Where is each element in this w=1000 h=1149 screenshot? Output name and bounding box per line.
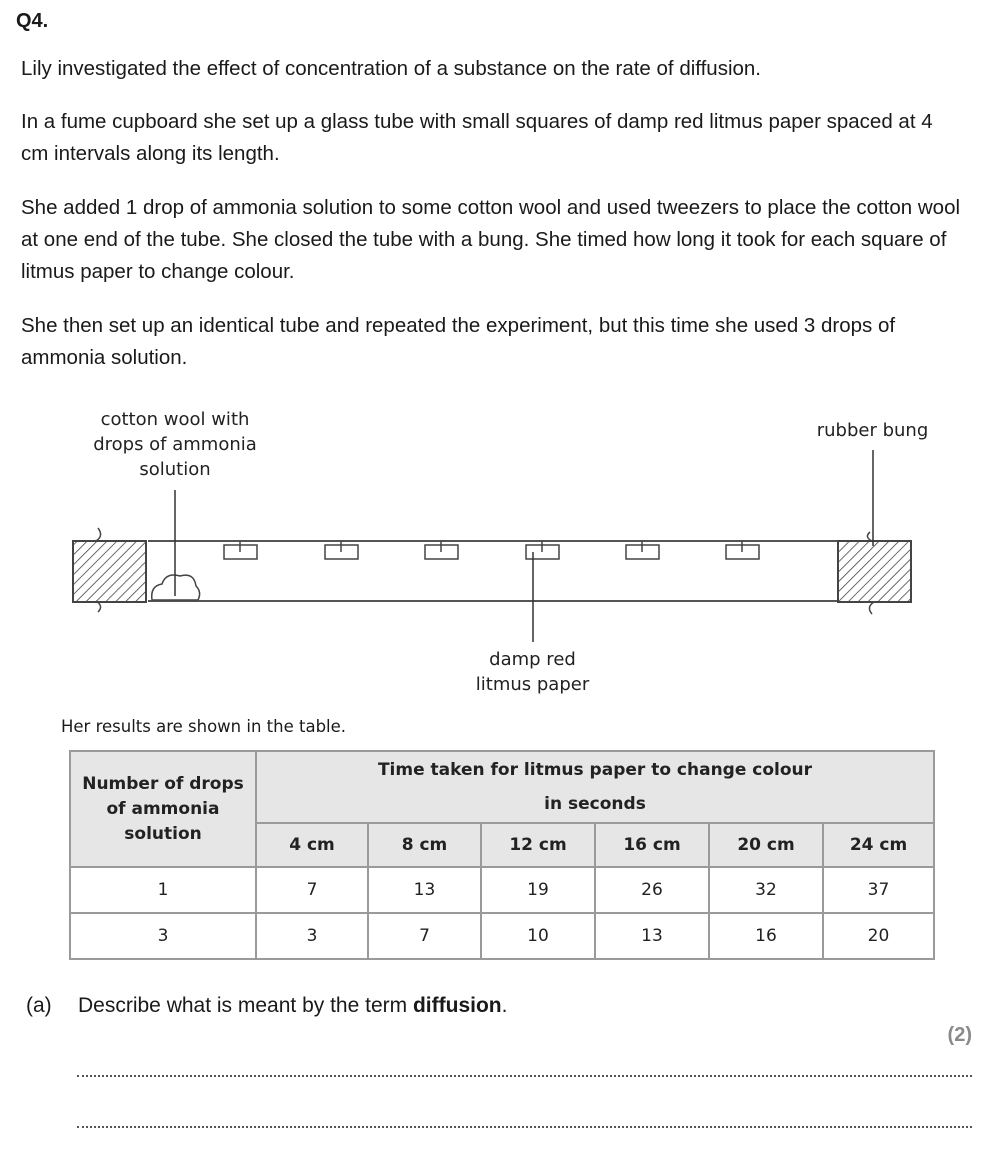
time-cell: 13 — [368, 867, 481, 913]
intro-paragraph: Lily investigated the effect of concentration of a substance on the rate of diffusion. — [21, 57, 762, 80]
distance-header: 16 cm — [595, 823, 709, 867]
cotton-wool-label: cotton wool with drops of ammonia solution — [93, 409, 257, 480]
time-cell: 7 — [368, 913, 481, 959]
table-intro: Her results are shown in the table. — [61, 717, 347, 736]
litmus-paper-label: damp red litmus paper — [475, 649, 590, 695]
time-cell: 20 — [823, 913, 934, 959]
time-cell: 13 — [595, 913, 709, 959]
time-cell: 26 — [595, 867, 709, 913]
marks-badge: (2) — [947, 1024, 972, 1046]
distance-header: 24 cm — [823, 823, 934, 867]
table-row — [70, 913, 934, 959]
distance-header: 12 cm — [481, 823, 595, 867]
part-a-letter: (a) — [26, 994, 52, 1017]
part-a-text: Describe what is meant by the term — [78, 994, 413, 1017]
time-cell: 19 — [481, 867, 595, 913]
time-cell: 7 — [256, 867, 368, 913]
right-bung — [838, 532, 911, 614]
distance-header: 20 cm — [709, 823, 823, 867]
setup-paragraph: In a fume cupboard she set up a glass tube with small squares of damp red litmus paper spaced at 4 cm intervals along its length. — [21, 110, 933, 165]
distance-header: 8 cm — [368, 823, 481, 867]
rubber-bung-label: rubber bung — [816, 420, 929, 441]
time-group-header: Time taken for litmus paper to change colour in seconds — [256, 751, 934, 823]
drops-column-header: Number of drops of ammonia solution — [70, 751, 256, 867]
table-row — [70, 867, 934, 913]
drops-cell: 3 — [70, 913, 256, 959]
litmus-squares — [224, 541, 759, 559]
answer-line[interactable] — [77, 1126, 972, 1128]
time-cell: 37 — [823, 867, 934, 913]
repeat-paragraph: She then set up an identical tube and repeated the experiment, but this time she used 3 drops of ammonia solution. — [21, 314, 896, 369]
time-cell: 32 — [709, 867, 823, 913]
drops-cell: 1 — [70, 867, 256, 913]
time-cell: 3 — [256, 913, 368, 959]
method-paragraph: She added 1 drop of ammonia solution to some cotton wool and used tweezers to place the cotton wool at one end of the tube. She closed the tube with a bung. She timed how long it took for each square of litmus paper to change colour. — [21, 196, 961, 283]
left-bung — [73, 528, 146, 612]
part-a-term: diffusion — [412, 994, 502, 1017]
time-cell: 10 — [481, 913, 595, 959]
distance-header: 4 cm — [256, 823, 368, 867]
apparatus-diagram — [0, 400, 1000, 710]
question-number: Q4. — [16, 10, 49, 32]
time-cell: 16 — [709, 913, 823, 959]
part-a-question: (a) Describe what is meant by the term diffusion. — [26, 994, 508, 1017]
results-table — [69, 750, 935, 960]
answer-line[interactable] — [77, 1075, 972, 1077]
